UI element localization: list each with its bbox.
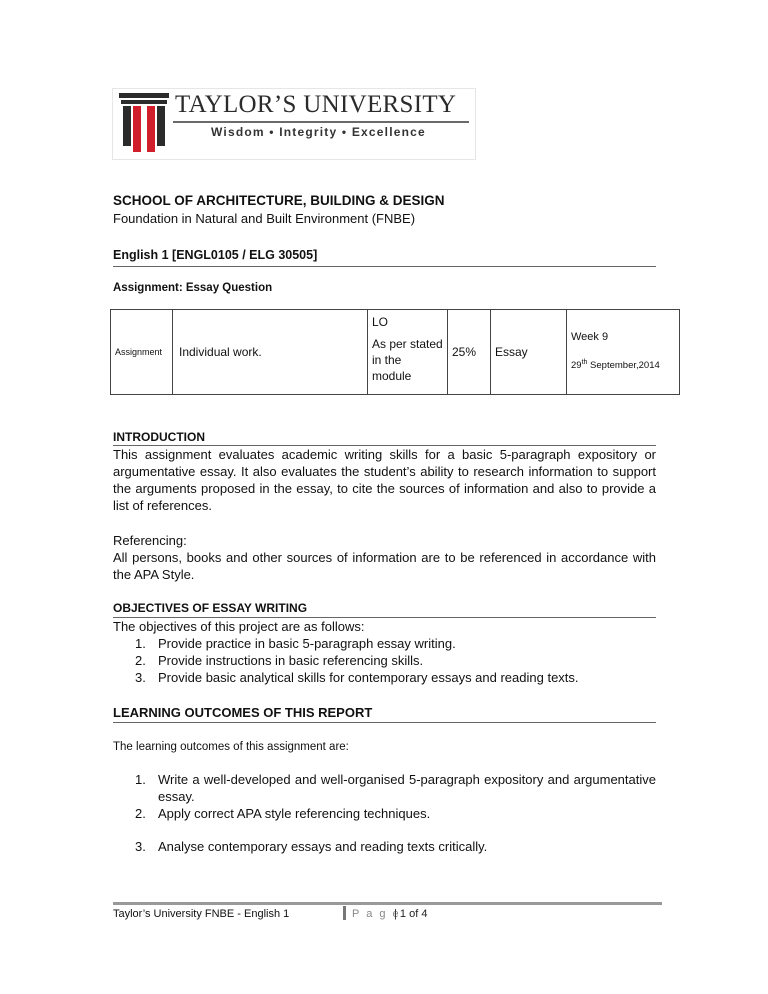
university-name: TAYLOR’S UNIVERSITY bbox=[175, 91, 457, 118]
list-item: 3. Provide basic analytical skills for contemporary essays and reading texts. bbox=[135, 670, 579, 685]
school-title: SCHOOL OF ARCHITECTURE, BUILDING & DESIGN bbox=[113, 193, 445, 208]
footer-page-label: P a g e bbox=[352, 908, 401, 920]
weight-cell: 25% bbox=[448, 310, 491, 395]
logo-divider bbox=[173, 121, 469, 123]
objectives-intro: The objectives of this project are as follows: bbox=[113, 619, 365, 634]
taylors-crest-icon bbox=[119, 93, 169, 155]
referencing-label: Referencing: bbox=[113, 533, 187, 548]
referencing-body: All persons, books and other sources of information are to be referenced in accordance with the APA Style. bbox=[113, 550, 656, 582]
introduction-heading: INTRODUCTION bbox=[113, 430, 205, 444]
objectives-heading: OBJECTIVES OF ESSAY WRITING bbox=[113, 601, 308, 615]
objectives-list bbox=[135, 635, 656, 686]
divider bbox=[113, 266, 656, 267]
due-week: Week 9 bbox=[571, 331, 609, 344]
form-cell: Essay bbox=[491, 310, 567, 395]
assignment-mode-cell: Individual work. bbox=[173, 310, 368, 395]
lo-label: LO bbox=[372, 315, 389, 329]
introduction-body: This assignment evaluates academic writing skills for a basic 5-paragraph expository or argumentative essay. It also evaluates the student’s ability to research information to support the arguments proposed in the essay, to cite the sources of information and also to provide a list of references. bbox=[113, 447, 656, 513]
footer-divider bbox=[113, 902, 662, 905]
lo-value: As per stated in the module bbox=[372, 337, 443, 383]
assignment-table bbox=[110, 309, 680, 395]
course-title: English 1 [ENGL0105 / ELG 30505] bbox=[113, 248, 318, 262]
list-item: 1. Write a well-developed and well-organised 5-paragraph expository and argumentative essay. bbox=[135, 772, 656, 804]
assignment-type-cell: Assignment bbox=[111, 310, 173, 395]
list-item: 3. Analyse contemporary essays and reading texts critically. bbox=[135, 839, 488, 854]
page-number: | 1 of 4 bbox=[394, 908, 428, 920]
list-item: 2. Apply correct APA style referencing techniques. bbox=[135, 806, 431, 821]
due-cell bbox=[567, 310, 680, 395]
university-logo bbox=[112, 88, 476, 160]
assignment-title: Assignment: Essay Question bbox=[113, 282, 273, 294]
outcomes-intro: The learning outcomes of this assignment are: bbox=[113, 741, 349, 753]
programme-title: Foundation in Natural and Built Environment (FNBE) bbox=[113, 211, 416, 226]
footer-separator bbox=[343, 906, 346, 920]
due-date: 29th September,2014 bbox=[571, 359, 660, 372]
outcomes-list bbox=[135, 771, 656, 855]
outcomes-heading: LEARNING OUTCOMES OF THIS REPORT bbox=[113, 705, 373, 720]
lo-cell bbox=[368, 310, 448, 395]
university-tagline: Wisdom • Integrity • Excellence bbox=[211, 125, 426, 139]
divider bbox=[113, 722, 656, 723]
footer-course: Taylor’s University FNBE - English 1 bbox=[113, 908, 290, 920]
list-item: 1. Provide practice in basic 5-paragraph essay writing. bbox=[135, 636, 456, 651]
list-item: 2. Provide instructions in basic referencing skills. bbox=[135, 653, 424, 668]
